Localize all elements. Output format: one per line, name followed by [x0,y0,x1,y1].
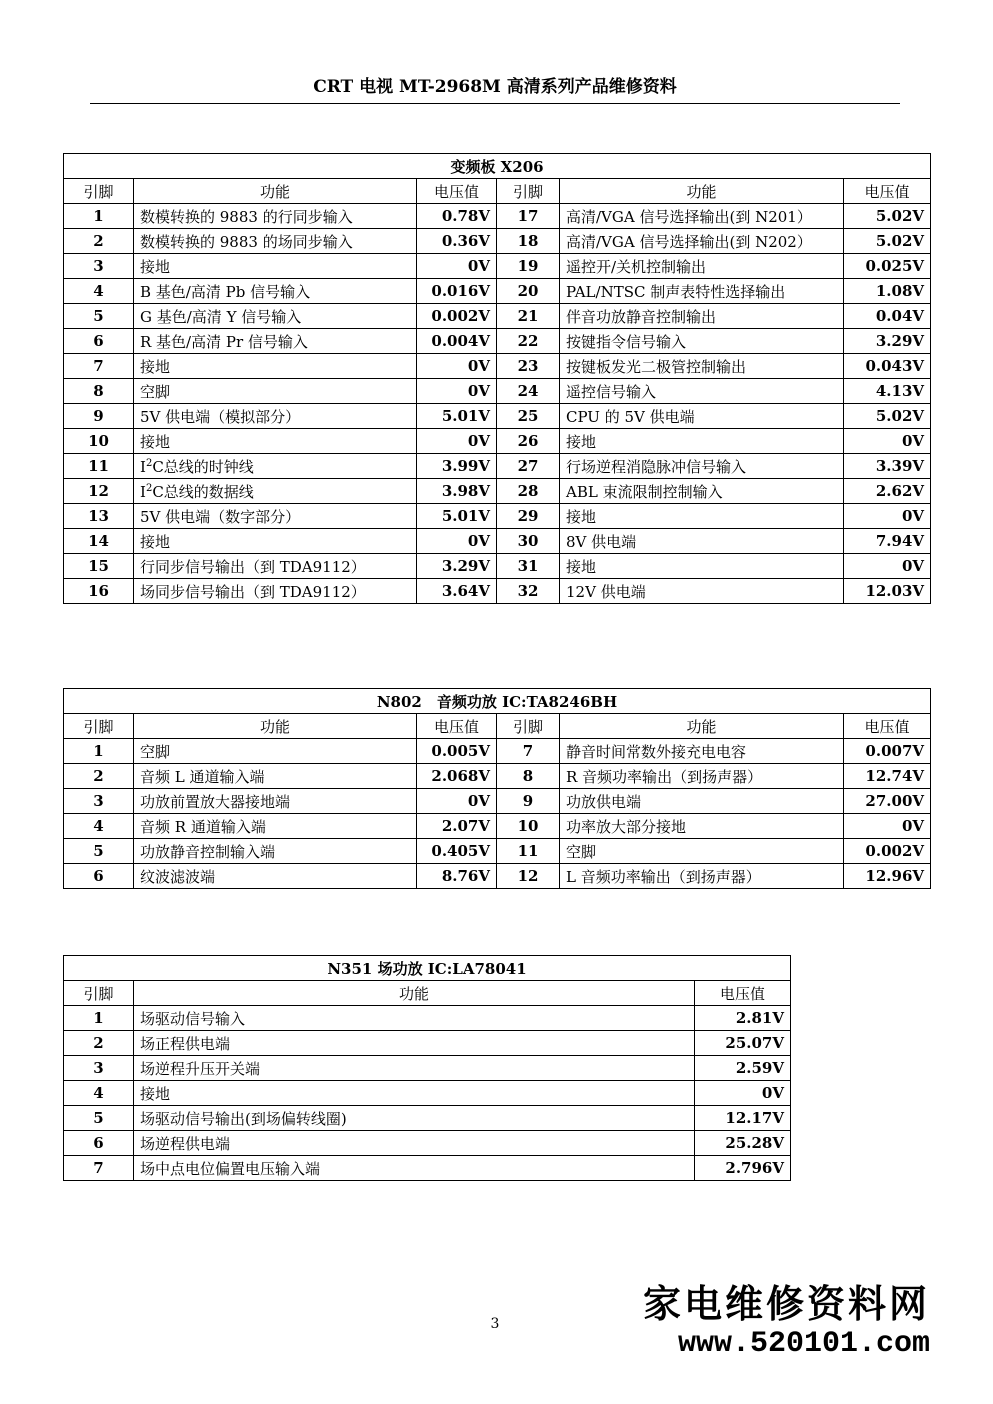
pin-function: 功放静音控制输入端 [134,839,417,864]
table-header-row [64,714,931,739]
pin-voltage: 8.76V [417,864,497,889]
pin-number: 18 [497,229,560,254]
pin-table-x206 [63,153,931,604]
pin-voltage: 2.59V [695,1056,791,1081]
pin-function [134,479,417,504]
pin-number: 27 [497,454,560,479]
pin-function: 接地 [134,1081,695,1106]
pin-function: L 音频功率输出（到扬声器） [560,864,844,889]
column-header-voltage: 电压值 [417,179,497,204]
pin-number: 13 [64,504,134,529]
function-superscript: 2 [145,457,153,469]
pin-function: 音频 L 通道输入端 [134,764,417,789]
pin-function: 5V 供电端（数字部分） [134,504,417,529]
table-row [64,379,931,404]
pin-table-n351 [63,955,791,1181]
table-row [64,429,931,454]
pin-number: 21 [497,304,560,329]
pin-voltage: 0V [844,504,931,529]
pin-voltage: 5.02V [844,204,931,229]
pin-function: G 基色/高清 Y 信号输入 [134,304,417,329]
pin-function: 静音时间常数外接充电电容 [560,739,844,764]
pin-voltage: 0.043V [844,354,931,379]
table-row [64,504,931,529]
pin-function: 数模转换的 9883 的场同步输入 [134,229,417,254]
pin-number: 4 [64,279,134,304]
pin-voltage: 27.00V [844,789,931,814]
pin-function: 接地 [560,504,844,529]
column-header-function: 功能 [560,179,844,204]
pin-function: 接地 [134,429,417,454]
pin-number: 2 [64,229,134,254]
watermark-logo [600,1282,930,1362]
pin-function: 遥控开/关机控制输出 [560,254,844,279]
pin-function: R 基色/高清 Pr 信号输入 [134,329,417,354]
table-row [64,739,931,764]
column-header-function: 功能 [134,981,695,1006]
pin-function: 行场逆程消隐脉冲信号输入 [560,454,844,479]
pin-number: 20 [497,279,560,304]
pin-voltage: 2.068V [417,764,497,789]
pin-number: 3 [64,789,134,814]
table-row [64,1056,791,1081]
table-caption-row [64,154,931,179]
table-row [64,1006,791,1031]
table-header-row [64,179,931,204]
pin-voltage: 0.002V [844,839,931,864]
pin-function [134,454,417,479]
pin-function: 高清/VGA 信号选择输出(到 N202） [560,229,844,254]
pin-function: 场逆程升压开关端 [134,1056,695,1081]
pin-number: 22 [497,329,560,354]
function-prefix: I [140,482,146,501]
function-prefix: I [140,457,146,476]
watermark-site-name: 家电维修资料网 [642,1281,930,1326]
pin-function: 场同步信号输出（到 TDA9112） [134,579,417,604]
pin-voltage: 3.64V [417,579,497,604]
column-header-function: 功能 [134,714,417,739]
pin-function: 行同步信号输出（到 TDA9112） [134,554,417,579]
function-text: C总线的时钟线 [152,457,254,476]
pin-function: 数模转换的 9883 的行同步输入 [134,204,417,229]
pin-voltage: 4.13V [844,379,931,404]
pin-number: 1 [64,204,134,229]
function-superscript: 2 [145,482,153,494]
column-header-voltage: 电压值 [844,714,931,739]
pin-voltage: 0V [844,814,931,839]
pin-number: 5 [64,1106,134,1131]
pin-number: 1 [64,739,134,764]
pin-number: 6 [64,864,134,889]
pin-function: 高清/VGA 信号选择输出(到 N201） [560,204,844,229]
watermark-url: www.520101.com [677,1327,930,1361]
pin-function: B 基色/高清 Pb 信号输入 [134,279,417,304]
table-row [64,529,931,554]
pin-function: 场正程供电端 [134,1031,695,1056]
column-header-function: 功能 [134,179,417,204]
pin-number: 2 [64,764,134,789]
pin-voltage: 0V [417,529,497,554]
table-row [64,479,931,504]
column-header-pin: 引脚 [497,179,560,204]
table-caption-row [64,689,931,714]
pin-number: 26 [497,429,560,454]
pin-number: 28 [497,479,560,504]
pin-voltage: 1.08V [844,279,931,304]
table-row [64,1106,791,1131]
pin-voltage: 12.74V [844,764,931,789]
pin-voltage: 2.62V [844,479,931,504]
pin-function: 场驱动信号输入 [134,1006,695,1031]
pin-number: 24 [497,379,560,404]
table-row [64,1081,791,1106]
pin-function: 按键板发光二极管控制输出 [560,354,844,379]
pin-number: 19 [497,254,560,279]
pin-number: 7 [64,1156,134,1181]
pin-voltage: 3.98V [417,479,497,504]
column-header-pin: 引脚 [64,179,134,204]
pin-number: 4 [64,1081,134,1106]
pin-number: 9 [497,789,560,814]
pin-number: 3 [64,1056,134,1081]
pin-number: 7 [64,354,134,379]
pin-number: 12 [64,479,134,504]
pin-voltage: 7.94V [844,529,931,554]
pin-voltage: 3.99V [417,454,497,479]
pin-function: 伴音功放静音控制输出 [560,304,844,329]
pin-function: 纹波滤波端 [134,864,417,889]
pin-number: 32 [497,579,560,604]
pin-function: 12V 供电端 [560,579,844,604]
pin-voltage: 2.796V [695,1156,791,1181]
pin-voltage: 0V [417,429,497,454]
pin-number: 31 [497,554,560,579]
pin-number: 6 [64,329,134,354]
pin-voltage: 0V [844,554,931,579]
table-row [64,1031,791,1056]
pin-number: 2 [64,1031,134,1056]
pin-function: PAL/NTSC 制声表特性选择输出 [560,279,844,304]
pin-number: 15 [64,554,134,579]
pin-number: 6 [64,1131,134,1156]
pin-voltage: 0.004V [417,329,497,354]
table-row [64,254,931,279]
page-number: 3 [490,1316,500,1332]
pin-voltage: 0.005V [417,739,497,764]
table-title: 变频板 X206 [64,154,931,179]
pin-voltage: 12.96V [844,864,931,889]
table-row [64,404,931,429]
pin-voltage: 3.39V [844,454,931,479]
pin-function: 接地 [560,554,844,579]
pin-function: 场驱动信号输出(到场偏转线圈) [134,1106,695,1131]
table-row [64,279,931,304]
pin-voltage: 0V [417,354,497,379]
pin-voltage: 5.02V [844,229,931,254]
pin-voltage: 12.17V [695,1106,791,1131]
pin-voltage: 2.81V [695,1006,791,1031]
table-row [64,1131,791,1156]
pin-voltage: 3.29V [417,554,497,579]
pin-voltage: 0.007V [844,739,931,764]
pin-function: 5V 供电端（模拟部分） [134,404,417,429]
pin-voltage: 2.07V [417,814,497,839]
column-header-voltage: 电压值 [417,714,497,739]
pin-voltage: 12.03V [844,579,931,604]
pin-function: 功放供电端 [560,789,844,814]
pin-number: 4 [64,814,134,839]
table-row [64,204,931,229]
table-title: N802 音频功放 IC:TA8246BH [64,689,931,714]
table-row [64,814,931,839]
pin-voltage: 0.36V [417,229,497,254]
pin-function: 功率放大部分接地 [560,814,844,839]
pin-function: ABL 束流限制控制输入 [560,479,844,504]
table-row [64,789,931,814]
pin-number: 25 [497,404,560,429]
pin-function: 场中点电位偏置电压输入端 [134,1156,695,1181]
pin-function: 接地 [134,529,417,554]
column-header-function: 功能 [560,714,844,739]
pin-function: 场逆程供电端 [134,1131,695,1156]
pin-function: 8V 供电端 [560,529,844,554]
column-header-voltage: 电压值 [695,981,791,1006]
pin-number: 1 [64,1006,134,1031]
pin-voltage: 5.01V [417,404,497,429]
pin-voltage: 0V [844,429,931,454]
pin-function: 接地 [134,354,417,379]
table-header-row [64,981,791,1006]
pin-number: 10 [64,429,134,454]
pin-function: 空脚 [134,379,417,404]
pin-number: 16 [64,579,134,604]
table-row [64,579,931,604]
pin-voltage: 0.04V [844,304,931,329]
column-header-pin: 引脚 [497,714,560,739]
pin-voltage: 0.016V [417,279,497,304]
table-row [64,864,931,889]
pin-function: 遥控信号输入 [560,379,844,404]
pin-number: 11 [64,454,134,479]
pin-function: 接地 [560,429,844,454]
pin-number: 8 [64,379,134,404]
pin-number: 29 [497,504,560,529]
pin-number: 11 [497,839,560,864]
pin-voltage: 0V [417,379,497,404]
pin-number: 12 [497,864,560,889]
page-title: CRT 电视 MT-2968M 高清系列产品维修资料 [90,72,900,104]
pin-voltage: 5.02V [844,404,931,429]
table-row [64,229,931,254]
pin-function: 按键指令信号输入 [560,329,844,354]
pin-voltage: 3.29V [844,329,931,354]
pin-number: 23 [497,354,560,379]
pin-number: 10 [497,814,560,839]
table-row [64,1156,791,1181]
pin-voltage: 0V [417,254,497,279]
pin-number: 5 [64,304,134,329]
pin-number: 30 [497,529,560,554]
pin-number: 14 [64,529,134,554]
pin-function: CPU 的 5V 供电端 [560,404,844,429]
pin-table-n802 [63,688,931,889]
table-caption-row [64,956,791,981]
pin-voltage: 0V [695,1081,791,1106]
column-header-voltage: 电压值 [844,179,931,204]
table-row [64,454,931,479]
function-text: C总线的数据线 [152,482,254,501]
pin-voltage: 5.01V [417,504,497,529]
table-title: N351 场功放 IC:LA78041 [64,956,791,981]
pin-voltage: 0.002V [417,304,497,329]
column-header-pin: 引脚 [64,981,134,1006]
pin-function: 音频 R 通道输入端 [134,814,417,839]
pin-voltage: 25.28V [695,1131,791,1156]
pin-number: 9 [64,404,134,429]
table-row [64,304,931,329]
pin-number: 8 [497,764,560,789]
pin-voltage: 25.07V [695,1031,791,1056]
table-row [64,839,931,864]
pin-voltage: 0.025V [844,254,931,279]
pin-voltage: 0.405V [417,839,497,864]
pin-function: 接地 [134,254,417,279]
pin-number: 5 [64,839,134,864]
pin-voltage: 0.78V [417,204,497,229]
pin-number: 17 [497,204,560,229]
pin-voltage: 0V [417,789,497,814]
column-header-pin: 引脚 [64,714,134,739]
table-row [64,764,931,789]
pin-number: 3 [64,254,134,279]
table-row [64,329,931,354]
pin-function: 功放前置放大器接地端 [134,789,417,814]
pin-function: 空脚 [134,739,417,764]
table-row [64,554,931,579]
pin-number: 7 [497,739,560,764]
table-row [64,354,931,379]
pin-function: R 音频功率输出（到扬声器） [560,764,844,789]
pin-function: 空脚 [560,839,844,864]
